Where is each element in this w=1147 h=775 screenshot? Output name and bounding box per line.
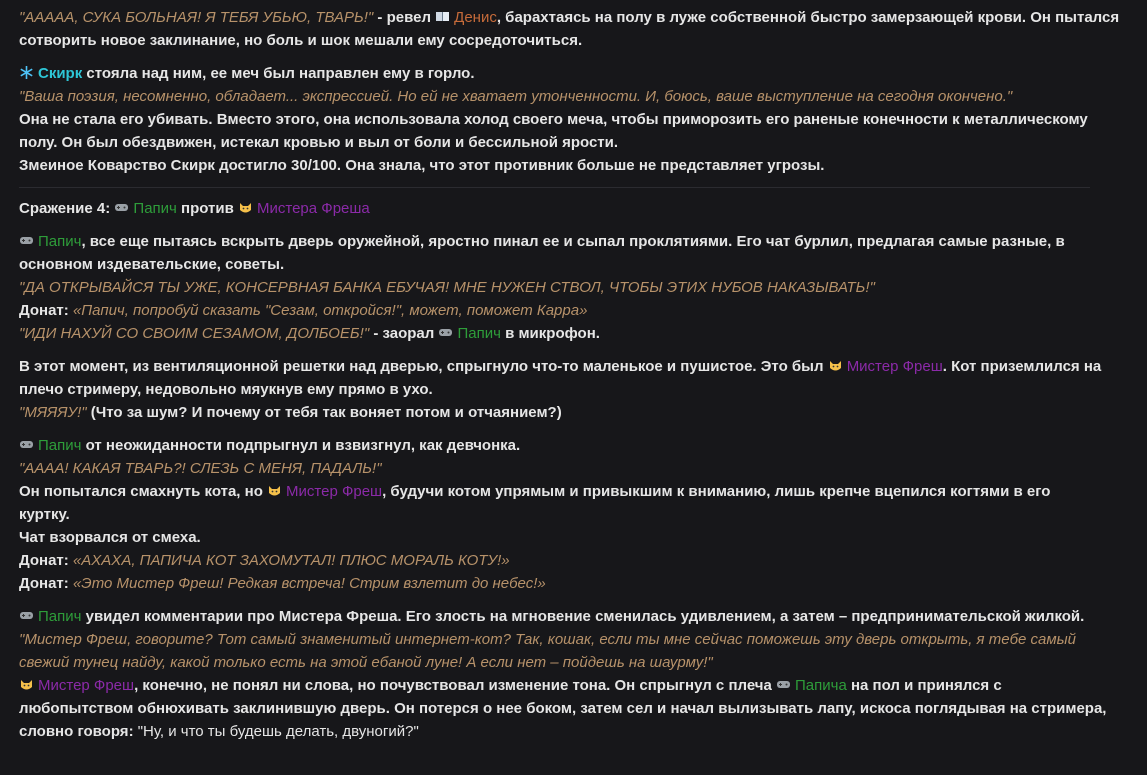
paragraph-papich-deal xyxy=(19,605,1128,743)
donation-text: «Папич, попробуй сказать "Сезам, откройся!", может, поможет Карра» xyxy=(72,302,588,319)
text: словно говоря: xyxy=(19,723,138,740)
character-skirk: Скирк xyxy=(38,65,83,82)
text: В этот момент, из вентиляционной решетки над дверью, спрыгнуло что-то маленькое и пушистое. Это был xyxy=(19,358,828,375)
line xyxy=(19,480,1128,503)
character-papich: Папич xyxy=(38,233,82,250)
character-papich: Папич xyxy=(38,437,82,454)
snowflake-icon xyxy=(19,64,34,79)
gamepad-icon xyxy=(19,607,34,622)
line xyxy=(19,434,1128,457)
quote: "Ну, и что ты будешь делать, двуногий?" xyxy=(137,723,419,740)
text: Чат взорвался от смеха. xyxy=(19,529,201,546)
text: (Что за шум? И почему от тебя так воняет потом и отчаянием?) xyxy=(86,404,562,421)
donation-label: Донат: xyxy=(19,302,73,319)
text: стояла над ним, ее меч был направлен ему в горло. xyxy=(82,65,475,82)
quote: "МЯЯЯУ!" xyxy=(19,404,87,421)
cat-icon xyxy=(238,199,253,214)
paragraph-fresh-arrives xyxy=(19,355,1128,424)
line xyxy=(19,401,1128,424)
line xyxy=(19,6,1128,29)
line xyxy=(19,197,1128,220)
gamepad-icon xyxy=(19,436,34,451)
character-denis: Денис xyxy=(454,9,497,26)
paragraph-papich-jumps xyxy=(19,434,1128,595)
line xyxy=(19,720,1128,743)
gamepad-icon xyxy=(438,324,453,339)
battle-heading xyxy=(19,197,1128,220)
text: полу. Он был обездвижен, истекал кровью и выл от боли и бессильной ярости. xyxy=(19,134,619,151)
text: от неожиданности подпрыгнул и взвизгнул, как девчонка. xyxy=(81,437,521,454)
text: , конечно, не понял ни слова, но почувствовал изменение тона. Он спрыгнул с плеча xyxy=(134,677,777,694)
quote: "ИДИ НАХУЙ СО СВОИМ СЕЗАМОМ, ДОЛБОЕБ!" xyxy=(19,325,370,342)
character-papich: Папич xyxy=(457,325,501,342)
text: Он попытался смахнуть кота, но xyxy=(19,483,268,500)
text: сотворить новое заклинание, но боль и шок мешали ему сосредоточиться. xyxy=(19,32,583,49)
gamepad-icon xyxy=(114,199,129,214)
text: , будучи котом упрямым и привыкшим к вниманию, лишь крепче вцепился когтями в его xyxy=(382,483,1051,500)
quote: свежий тунец найду, какой только есть на этой ебаной луне! А если нет – пойдешь на шаурму!" xyxy=(19,654,713,671)
text: Она не стала его убивать. Вместо этого, она использовала холод своего меча, чтобы приморозить его раненые конечности к металлическому xyxy=(19,111,1088,128)
text: основном издевательские, советы. xyxy=(19,256,285,273)
donation-label: Донат: xyxy=(19,552,73,569)
quote: "ДА ОТКРЫВАЙСЯ ТЫ УЖЕ, КОНСЕРВНАЯ БАНКА ЕБУЧАЯ! МНЕ НУЖЕН СТВОЛ, ЧТОБЫ ЭТИХ НУБОВ НАКАЗЫВАТЬ!" xyxy=(19,279,875,296)
paragraph-skirk xyxy=(19,62,1128,177)
line xyxy=(19,549,1128,572)
text: . Кот приземлился на xyxy=(942,358,1102,375)
line xyxy=(19,355,1128,378)
character-papich: Папич xyxy=(133,200,177,217)
character-papich: Папича xyxy=(795,677,847,694)
line xyxy=(19,230,1128,253)
text: Змеиное Коварство Скирк достигло 30/100. Она знала, что этот противник больше не представляет угрозы. xyxy=(19,157,825,174)
text: увидел комментарии про Мистера Фреша. Его злость на мгновение сменилась удивлением, а затем – предпринимательской жилкой. xyxy=(81,608,1085,625)
text: , барахтаясь на полу в луже собственной быстро замерзающей крови. Он пытался xyxy=(496,9,1120,26)
text: против xyxy=(176,200,239,217)
text: в микрофон. xyxy=(500,325,600,342)
paragraph-papich-door xyxy=(19,230,1128,345)
text: на пол и принялся с xyxy=(846,677,1002,694)
quote: "Мистер Фреш, говорите? Тот самый знаменитый интернет-кот? Так, кошак, если ты мне сейчас поможешь эту дверь открыть, я тебе самый xyxy=(19,631,1077,648)
text: - заорал xyxy=(369,325,439,342)
character-papich: Папич xyxy=(38,608,82,625)
character-fresh: Мистер Фреш xyxy=(286,483,383,500)
line xyxy=(19,299,1128,322)
text: - ревел xyxy=(373,9,436,26)
cat-icon xyxy=(19,676,34,691)
line xyxy=(19,322,1128,345)
text: , все еще пытаясь вскрыть дверь оружейной, яростно пинал ее и сыпал проклятиями. Его чат бурлил, предлагая самые разные, в xyxy=(81,233,1065,250)
character-fresh: Мистер Фреш xyxy=(38,677,135,694)
line xyxy=(19,674,1128,697)
cat-icon xyxy=(267,482,282,497)
cat-icon xyxy=(828,357,843,372)
text: любопытством обнюхивать заклинившую дверь. Он потерся о нее боком, затем сел и начал вылизывать лапу, искоса поглядывая на стримера, xyxy=(19,700,1107,717)
quote: "Ваша поэзия, несомненно, обладает... экспрессией. Но ей не хватает утонченности. И, боюсь, ваше выступление на сегодня окончено." xyxy=(19,88,1013,105)
gamepad-icon xyxy=(19,232,34,247)
character-fresh: Мистера Фреша xyxy=(257,200,370,217)
character-fresh: Мистер Фреш xyxy=(846,358,943,375)
text: плечо стримеру, недовольно мяукнув ему прямо в ухо. xyxy=(19,381,433,398)
donation-label: Донат: xyxy=(19,575,73,592)
gamepad-icon xyxy=(776,676,791,691)
divider xyxy=(19,187,1090,188)
quote: "ААААА, СУКА БОЛЬНАЯ! Я ТЕБЯ УБЬЮ, ТВАРЬ!" xyxy=(19,9,374,26)
text: куртку. xyxy=(19,506,70,523)
line xyxy=(19,605,1128,628)
book-icon xyxy=(435,8,450,23)
donation-text: «Это Мистер Фреш! Редкая встреча! Стрим взлетит до небес!» xyxy=(72,575,546,592)
donation-text: «АХАХА, ПАПИЧА КОТ ЗАХОМУТАЛ! ПЛЮС МОРАЛЬ КОТУ!» xyxy=(72,552,510,569)
battle-label: Сражение 4: xyxy=(19,200,115,217)
paragraph-denis xyxy=(19,6,1128,52)
line xyxy=(19,62,1128,85)
line xyxy=(19,572,1128,595)
quote: "АААА! КАКАЯ ТВАРЬ?! СЛЕЗЬ С МЕНЯ, ПАДАЛЬ!" xyxy=(19,460,382,477)
